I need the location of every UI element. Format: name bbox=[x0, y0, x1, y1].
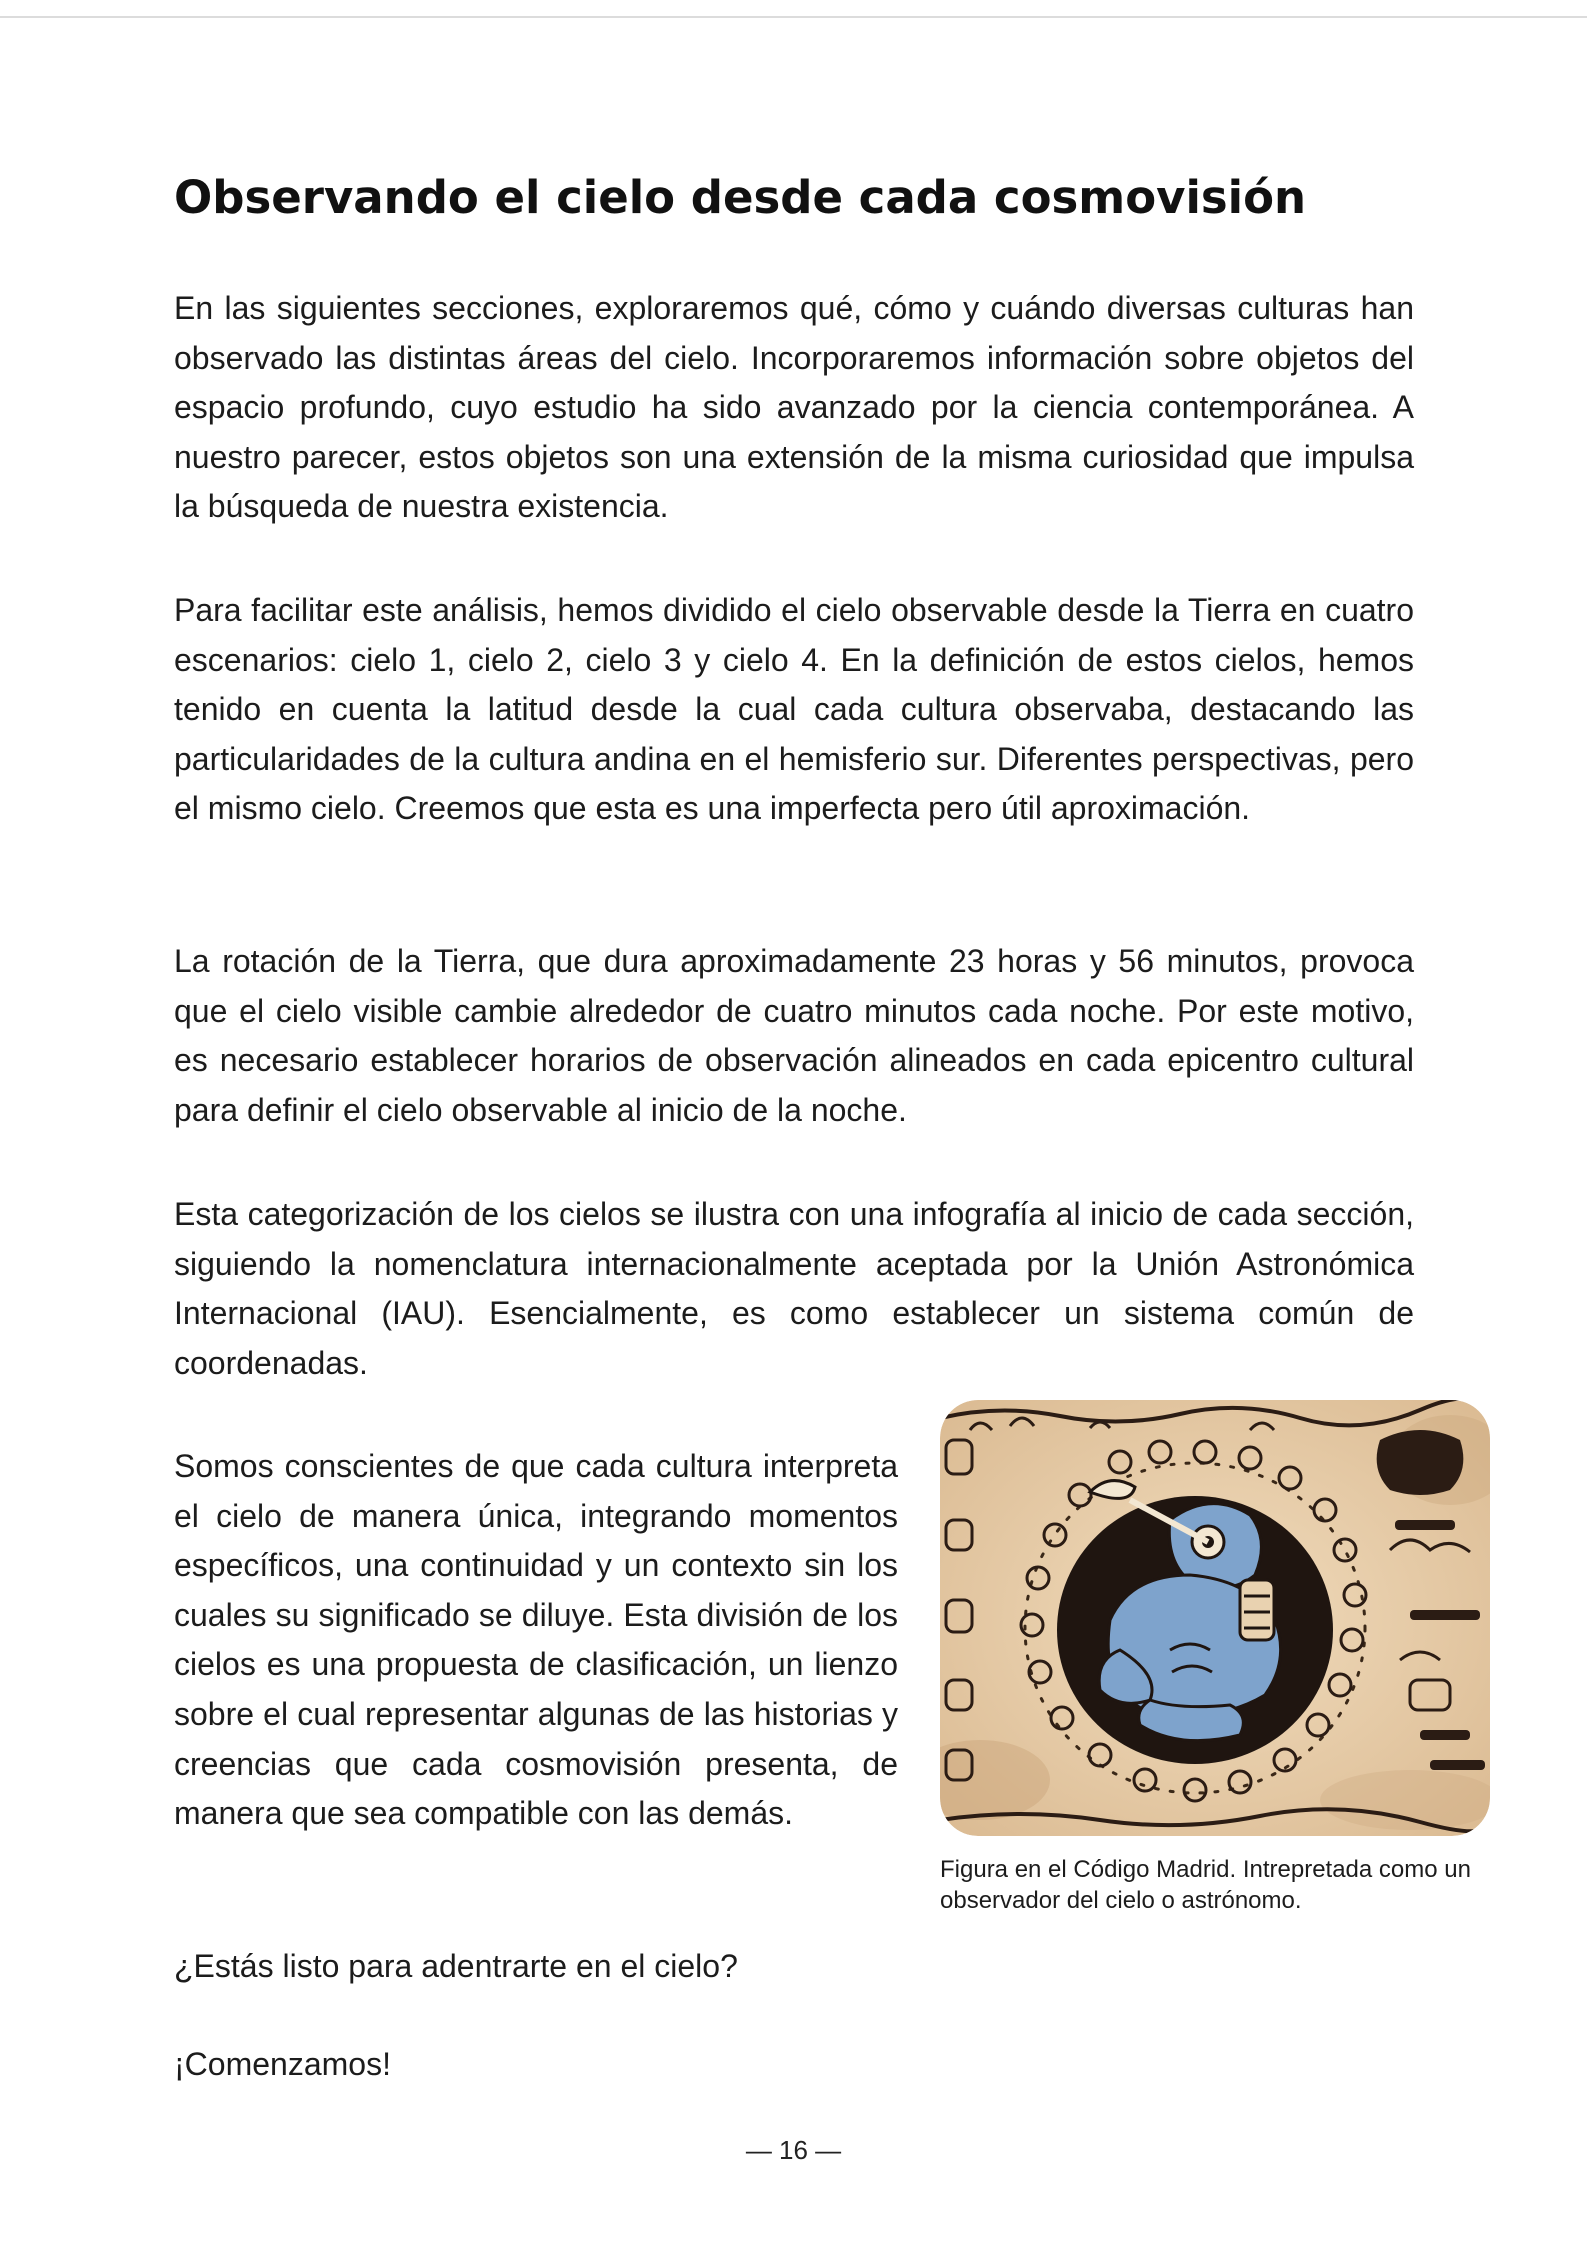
paragraph-intro: En las siguientes secciones, exploraremos qué, cómo y cuándo diversas culturas han observado las distintas áreas del cielo. Incorporaremos información sobre objetos del espacio profundo, cuyo estudio ha sido avanzado por la ciencia contemporánea. A nuestro parecer, estos objetos son una extensión de la misma curiosidad que impulsa la búsqueda de nuestra existencia. bbox=[174, 290, 1414, 525]
page-number: — 16 — bbox=[745, 2135, 842, 2165]
paragraph-sky-division: Para facilitar este análisis, hemos dividido el cielo observable desde la Tierra en cuatro escenarios: cielo 1, cielo 2, cielo 3 y cielo 4. En la definición de estos cielos, hemos tenido en cuenta la latitud desde la cual cada cultura observaba, destacando las particularidades de la cultura andina en el hemisferio sur. Diferentes perspectivas, pero el mismo cielo. Creemos que esta es una imperfecta pero útil aproximación. bbox=[174, 592, 1414, 827]
paragraph-question: ¿Estás listo para adentrarte en el cielo? bbox=[174, 1948, 738, 1984]
paragraph-categorization: Esta categorización de los cielos se ilustra con una infografía al inicio de cada sección, siguiendo la nomenclatura internacionalmente aceptada por la Unión Astronómica Internacional (IAU). Esencialmente, es como establecer un sistema común de coordenadas. bbox=[174, 1196, 1414, 1381]
madrid-codex-illustration bbox=[940, 1400, 1490, 1836]
paragraph-cultures: Somos conscientes de que cada cultura interpreta el cielo de manera única, integrando momentos específicos, una continuidad y un contexto sin los cuales su significado se diluye. Esta división de los cielos es una propuesta de clasificación, un lienzo sobre el cual representar algunas de las historias y creencias que cada cosmovisión presenta, de manera que sea compatible con las demás. bbox=[174, 1448, 898, 1832]
codex-figure bbox=[940, 1400, 1490, 1916]
page-title: Observando el cielo desde cada cosmovisión bbox=[174, 171, 1307, 224]
paragraph-start: ¡Comenzamos! bbox=[174, 2046, 391, 2082]
figure-caption: Figura en el Código Madrid. Intrepretada como un observador del cielo o astrónomo. bbox=[940, 1856, 1471, 1914]
paragraph-earth-rotation: La rotación de la Tierra, que dura aproximadamente 23 horas y 56 minutos, provoca que el cielo visible cambie alrededor de cuatro minutos cada noche. Por este motivo, es necesario establecer horarios de observación alineados en cada epicentro cultural para definir el cielo observable al inicio de la noche. bbox=[174, 943, 1414, 1128]
top-rule bbox=[0, 16, 1587, 18]
